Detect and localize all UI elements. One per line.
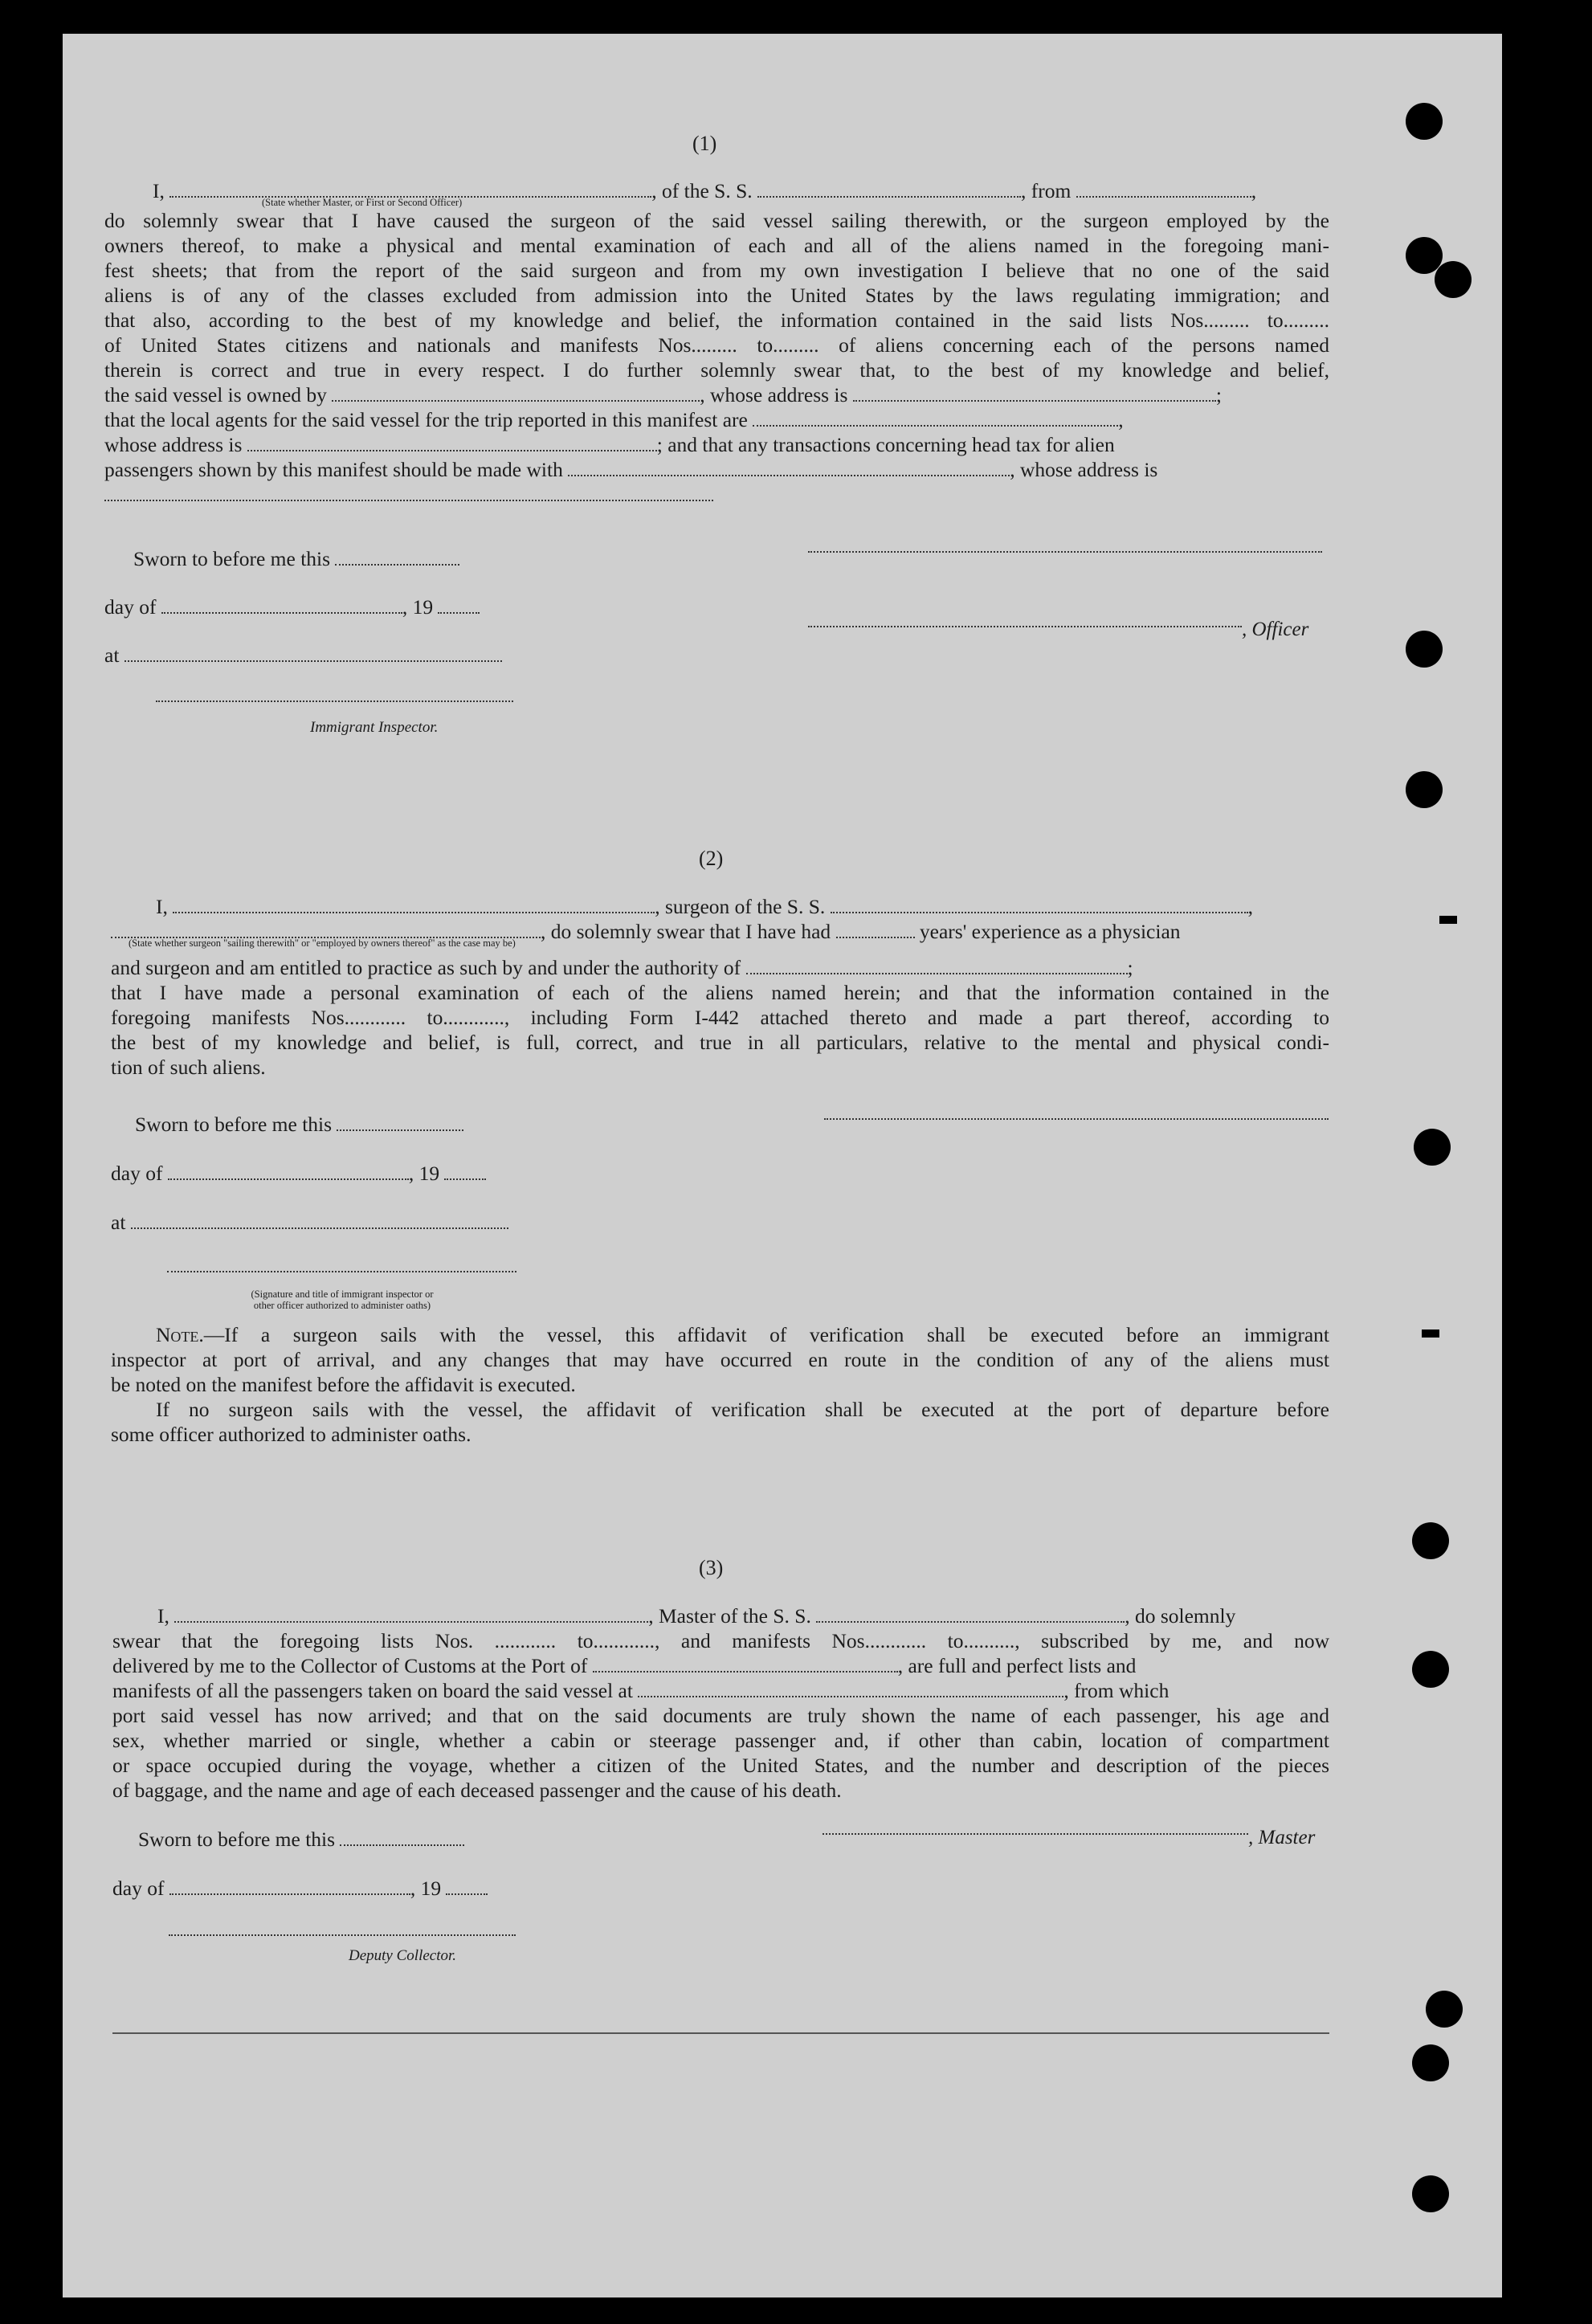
blank-at[interactable] xyxy=(125,646,502,662)
row-master: I, , of the S. S. , from , xyxy=(153,179,1257,202)
deputy-collector-label: Deputy Collector. xyxy=(349,1947,457,1964)
punch-tab xyxy=(1439,916,1457,924)
blank-head-tax[interactable] xyxy=(568,460,1010,476)
blank-surgeon-vessel[interactable] xyxy=(831,897,1248,913)
blank-at[interactable] xyxy=(131,1213,508,1229)
punch-hole xyxy=(1412,1651,1449,1688)
section-2-oath: I, , surgeon of the S. S. , , do solemnly swear that I have had years' experience as a physician (State whether surgeon "sailing therewith" or "employed by owners thereof" as the case may be) and surgeon and am entitled to practice as such by and under the authority of ; that I have made a personal examination of each of the aliens named herein; and that the information contained in the foregoing manifests Nos............ to............, including Form I-442 attached thereto and made a part thereof, according to the best of my knowledge and belief, is full, correct, and true in all particulars, relative to the mental and physical condi- tion of such aliens. xyxy=(111,895,1329,1079)
caption: (State whether surgeon "sailing therewith" or "employed by owners thereof" as the case may be) xyxy=(129,937,516,949)
punch-hole xyxy=(1435,261,1472,298)
blank-sworn-date[interactable] xyxy=(337,1115,463,1131)
signature-line-officer-top[interactable] xyxy=(808,551,1322,553)
signature-line-inspector[interactable] xyxy=(156,700,513,702)
punch-hole xyxy=(1406,771,1443,808)
blank-surgeon-name[interactable] xyxy=(173,897,655,913)
blank-day[interactable] xyxy=(161,598,402,614)
punch-hole xyxy=(1406,103,1443,140)
blank-agents[interactable] xyxy=(753,410,1118,427)
signature-line-surgeon[interactable] xyxy=(824,1118,1329,1120)
blank-master-name[interactable] xyxy=(174,1607,648,1623)
section-number: (3) xyxy=(699,1556,724,1579)
blank-port-departure[interactable] xyxy=(638,1681,1063,1697)
inspector-label: Immigrant Inspector. xyxy=(310,719,439,736)
blank-owner-address[interactable] xyxy=(853,386,1216,402)
punch-hole xyxy=(1406,631,1443,668)
punch-hole xyxy=(1412,1522,1449,1559)
blank-vessel[interactable] xyxy=(816,1607,1125,1623)
blank-agent-address[interactable] xyxy=(247,435,657,451)
signature-line-officer[interactable] xyxy=(808,626,1242,627)
officer-label: , Officer xyxy=(1242,619,1309,640)
punch-tab xyxy=(1422,1329,1439,1338)
blank-years[interactable] xyxy=(836,922,915,938)
section-number: (1) xyxy=(692,132,717,155)
bottom-rule xyxy=(112,2032,1329,2034)
blank-from[interactable] xyxy=(1076,182,1251,198)
punch-hole xyxy=(1426,1991,1463,2028)
signature-line-witness[interactable] xyxy=(167,1271,516,1272)
punch-hole xyxy=(1412,2175,1449,2212)
blank-vessel[interactable] xyxy=(757,182,1021,198)
section-3-oath: I, , Master of the S. S. , do solemnly swear that the foregoing lists Nos. ............ to............, and manifests Nos............ to.........., subscribed by me, and now delivered by me to the Collector of Customs at the Port of , are full and perfect lists and manifests of all the passengers taken on board the said vessel at , from which port said vessel has now arrived; and that on the said documents are truly shown the name of each passenger, his age and sex, whether married or single, whether a cabin or steerage passenger and, if other than cabin, location of compartment or space occupied during the voyage, whether a citizen of the United States, and the number and description of the pieces of baggage, and the name and age of each deceased passenger and the cause of his death. xyxy=(112,1604,1329,1802)
punch-hole xyxy=(1414,1129,1451,1166)
section-number: (2) xyxy=(699,847,724,870)
caption: (State whether Master, or First or Second Officer) xyxy=(262,197,463,208)
blank-day[interactable] xyxy=(169,1879,410,1895)
signature-line-master[interactable] xyxy=(823,1833,1248,1835)
master-label: , Master xyxy=(1248,1827,1316,1848)
blank-day[interactable] xyxy=(168,1164,409,1180)
caption: (Signature and title of immigrant inspector or other officer authorized to administer oaths) xyxy=(251,1289,434,1311)
blank-year[interactable] xyxy=(446,1879,488,1895)
section-1-oath: I, , of the S. S. , from , (State whether Master, or First or Second Officer) do solemnly swear that I have caused the surgeon of the said vessel sailing therewith, or the surgeon employed by the owners thereof, to make a physical and mental examination of each and all of the aliens named in the foregoing mani- fest sheets; that from the report of the said surgeon and from my own investigation I believe that no one of the said aliens is of any of the classes excluded from admission into the United States by the laws regulating immigration; and that also, according to the best of my knowledge and belief, the information contained in the said lists Nos......... to......... of United States citizens and nationals and manifests Nos......... to......... of aliens concerning each of the persons named therein is correct and true in every respect. I do further solemnly swear that, to the best of my knowledge and belief, the said vessel is owned by , whose address is ; that the local agents for the said vessel for the trip reported in this manifest are , whose address is ; and that any transactions concerning head tax for alien passengers shown by this manifest should be made with , whose address is xyxy=(104,178,1329,507)
blank-authority[interactable] xyxy=(746,958,1128,974)
blank-port[interactable] xyxy=(593,1656,898,1673)
blank-sworn-date[interactable] xyxy=(340,1830,464,1846)
blank-year[interactable] xyxy=(438,598,480,614)
blank-surgeon-type[interactable] xyxy=(111,922,541,938)
blank-sworn-date[interactable] xyxy=(335,549,459,566)
blank-owner[interactable] xyxy=(332,386,700,402)
signature-line-collector[interactable] xyxy=(169,1934,516,1936)
note: Note.—If a surgeon sails with the vessel, this affidavit of verification shall be executed before an immigrant inspector at port of arrival, and any changes that may have occurred en route in the condition of any of the aliens must be noted on the manifest before the affidavit is executed. If no surgeon sails with the vessel, the affidavit of verification shall be executed at the port of departure before some officer authorized to administer oaths. xyxy=(111,1323,1329,1446)
blank-name[interactable] xyxy=(169,182,651,198)
punch-hole xyxy=(1412,2044,1449,2081)
blank-head-tax-address[interactable] xyxy=(104,485,713,501)
blank-year[interactable] xyxy=(444,1164,486,1180)
